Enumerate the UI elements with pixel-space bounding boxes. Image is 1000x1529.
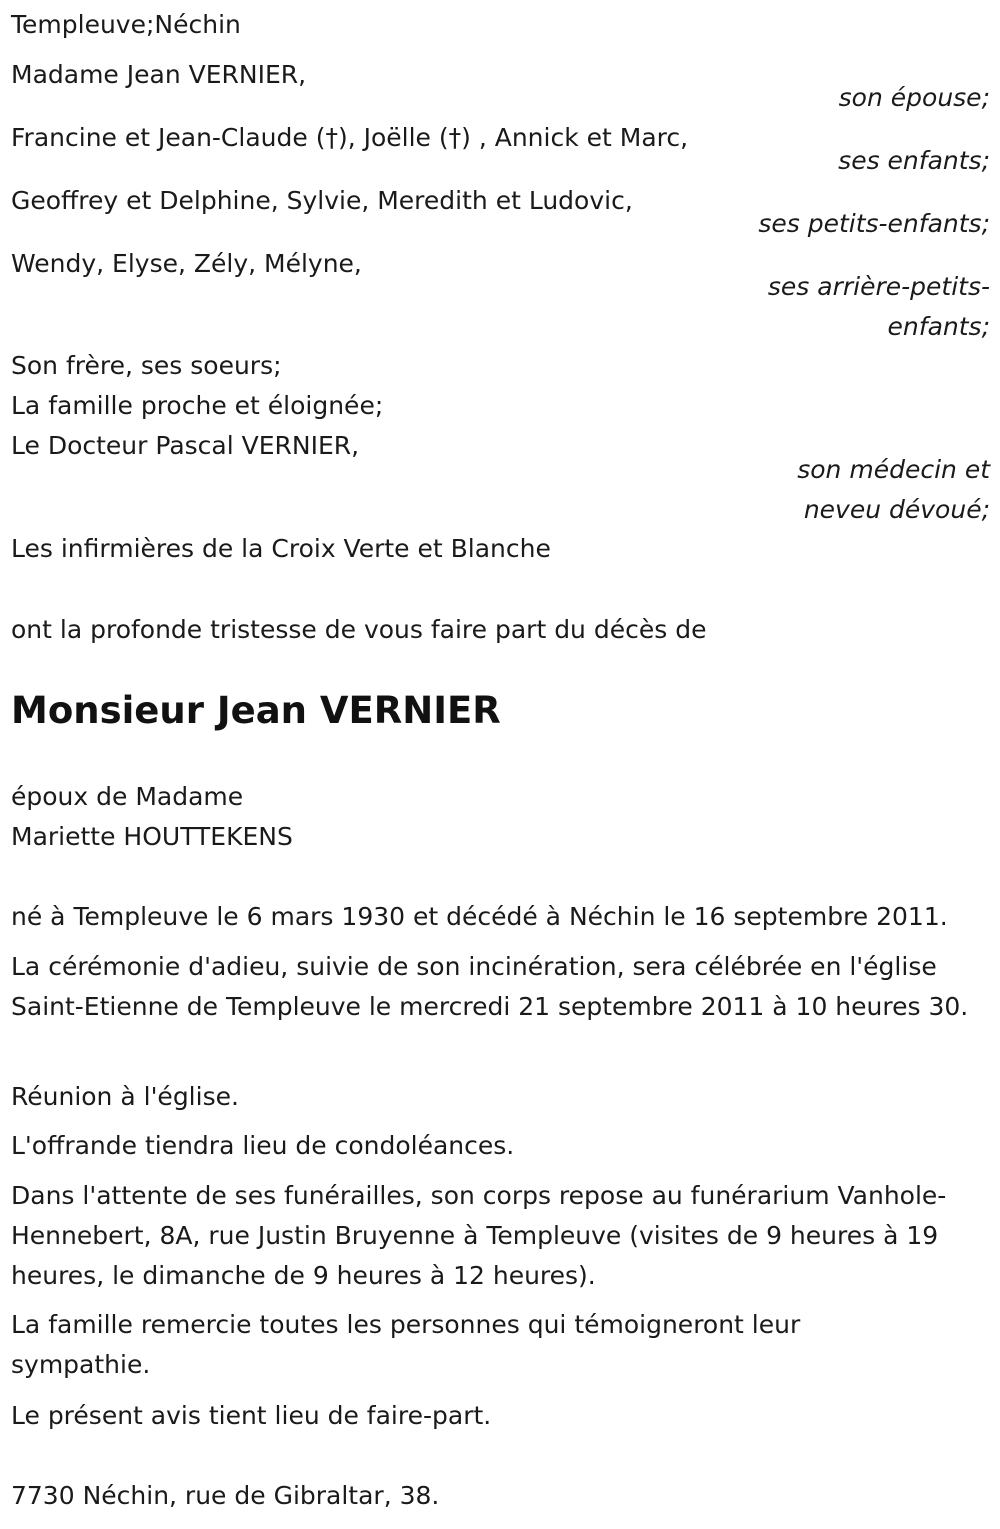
family-doctor: Le Docteur Pascal VERNIER, xyxy=(11,431,360,460)
family-siblings: Son frère, ses soeurs; xyxy=(11,351,282,380)
mourner-great-grandchildren-relation-line2: enfants; xyxy=(887,312,990,341)
mourner-children-names: Francine et Jean-Claude (†), Joëlle (†) , Annick et Marc, xyxy=(11,123,689,152)
deceased-name-heading: Monsieur Jean VERNIER xyxy=(11,689,501,732)
family-extended: La famille proche et éloignée; xyxy=(11,391,384,420)
ceremony-details: La cérémonie d'adieu, suivie de son incinération, sera célébrée en l'église Saint-Etienne de Templeuve le mercredi 21 septembre 2011 à 10 heures 30. xyxy=(11,952,969,1021)
mourner-children-relation: ses enfants; xyxy=(838,146,990,175)
address-text: 7730 Néchin, rue de Gibraltar, 38. xyxy=(11,1481,440,1510)
offering-note: L'offrande tiendra lieu de condoléances. xyxy=(11,1131,515,1160)
mourner-grandchildren-names: Geoffrey et Delphine, Sylvie, Meredith et Ludovic, xyxy=(11,186,633,215)
family-doctor-relation-line2: neveu dévoué; xyxy=(803,495,990,524)
notice-text: Le présent avis tient lieu de faire-part. xyxy=(11,1401,492,1430)
family-doctor-relation-line1: son médecin et xyxy=(797,455,990,484)
funerarium-details: Dans l'attente de ses funérailles, son corps repose au funérarium Vanhole-Hennebert, 8A, rue Justin Bruyenne à Templeuve (visites de 9 heures à 19 heures, le dimanche de 9 heures à 12 heures). xyxy=(11,1181,947,1290)
mourner-great-grandchildren-relation-line1: ses arrière-petits- xyxy=(767,272,990,301)
mourner-great-grandchildren-names: Wendy, Elyse, Zély, Mélyne, xyxy=(11,249,362,278)
place-header: Templeuve;Néchin xyxy=(11,10,241,39)
mourner-spouse-relation: son épouse; xyxy=(838,83,990,112)
deceased-spouse-line2: Mariette HOUTTEKENS xyxy=(11,822,293,851)
mourner-grandchildren-relation: ses petits-enfants; xyxy=(758,209,990,238)
deceased-spouse-line1: époux de Madame xyxy=(11,782,244,811)
announcement-text: ont la profonde tristesse de vous faire part du décès de xyxy=(11,615,707,644)
family-thanks: La famille remercie toutes les personnes qui témoigneront leur sympathie. xyxy=(11,1310,801,1379)
birth-death-dates: né à Templeuve le 6 mars 1930 et décédé à Néchin le 16 septembre 2011. xyxy=(11,902,948,931)
meeting-place: Réunion à l'église. xyxy=(11,1082,239,1111)
mourner-spouse-name: Madame Jean VERNIER, xyxy=(11,60,307,89)
family-nurses: Les infirmières de la Croix Verte et Blanche xyxy=(11,534,551,563)
